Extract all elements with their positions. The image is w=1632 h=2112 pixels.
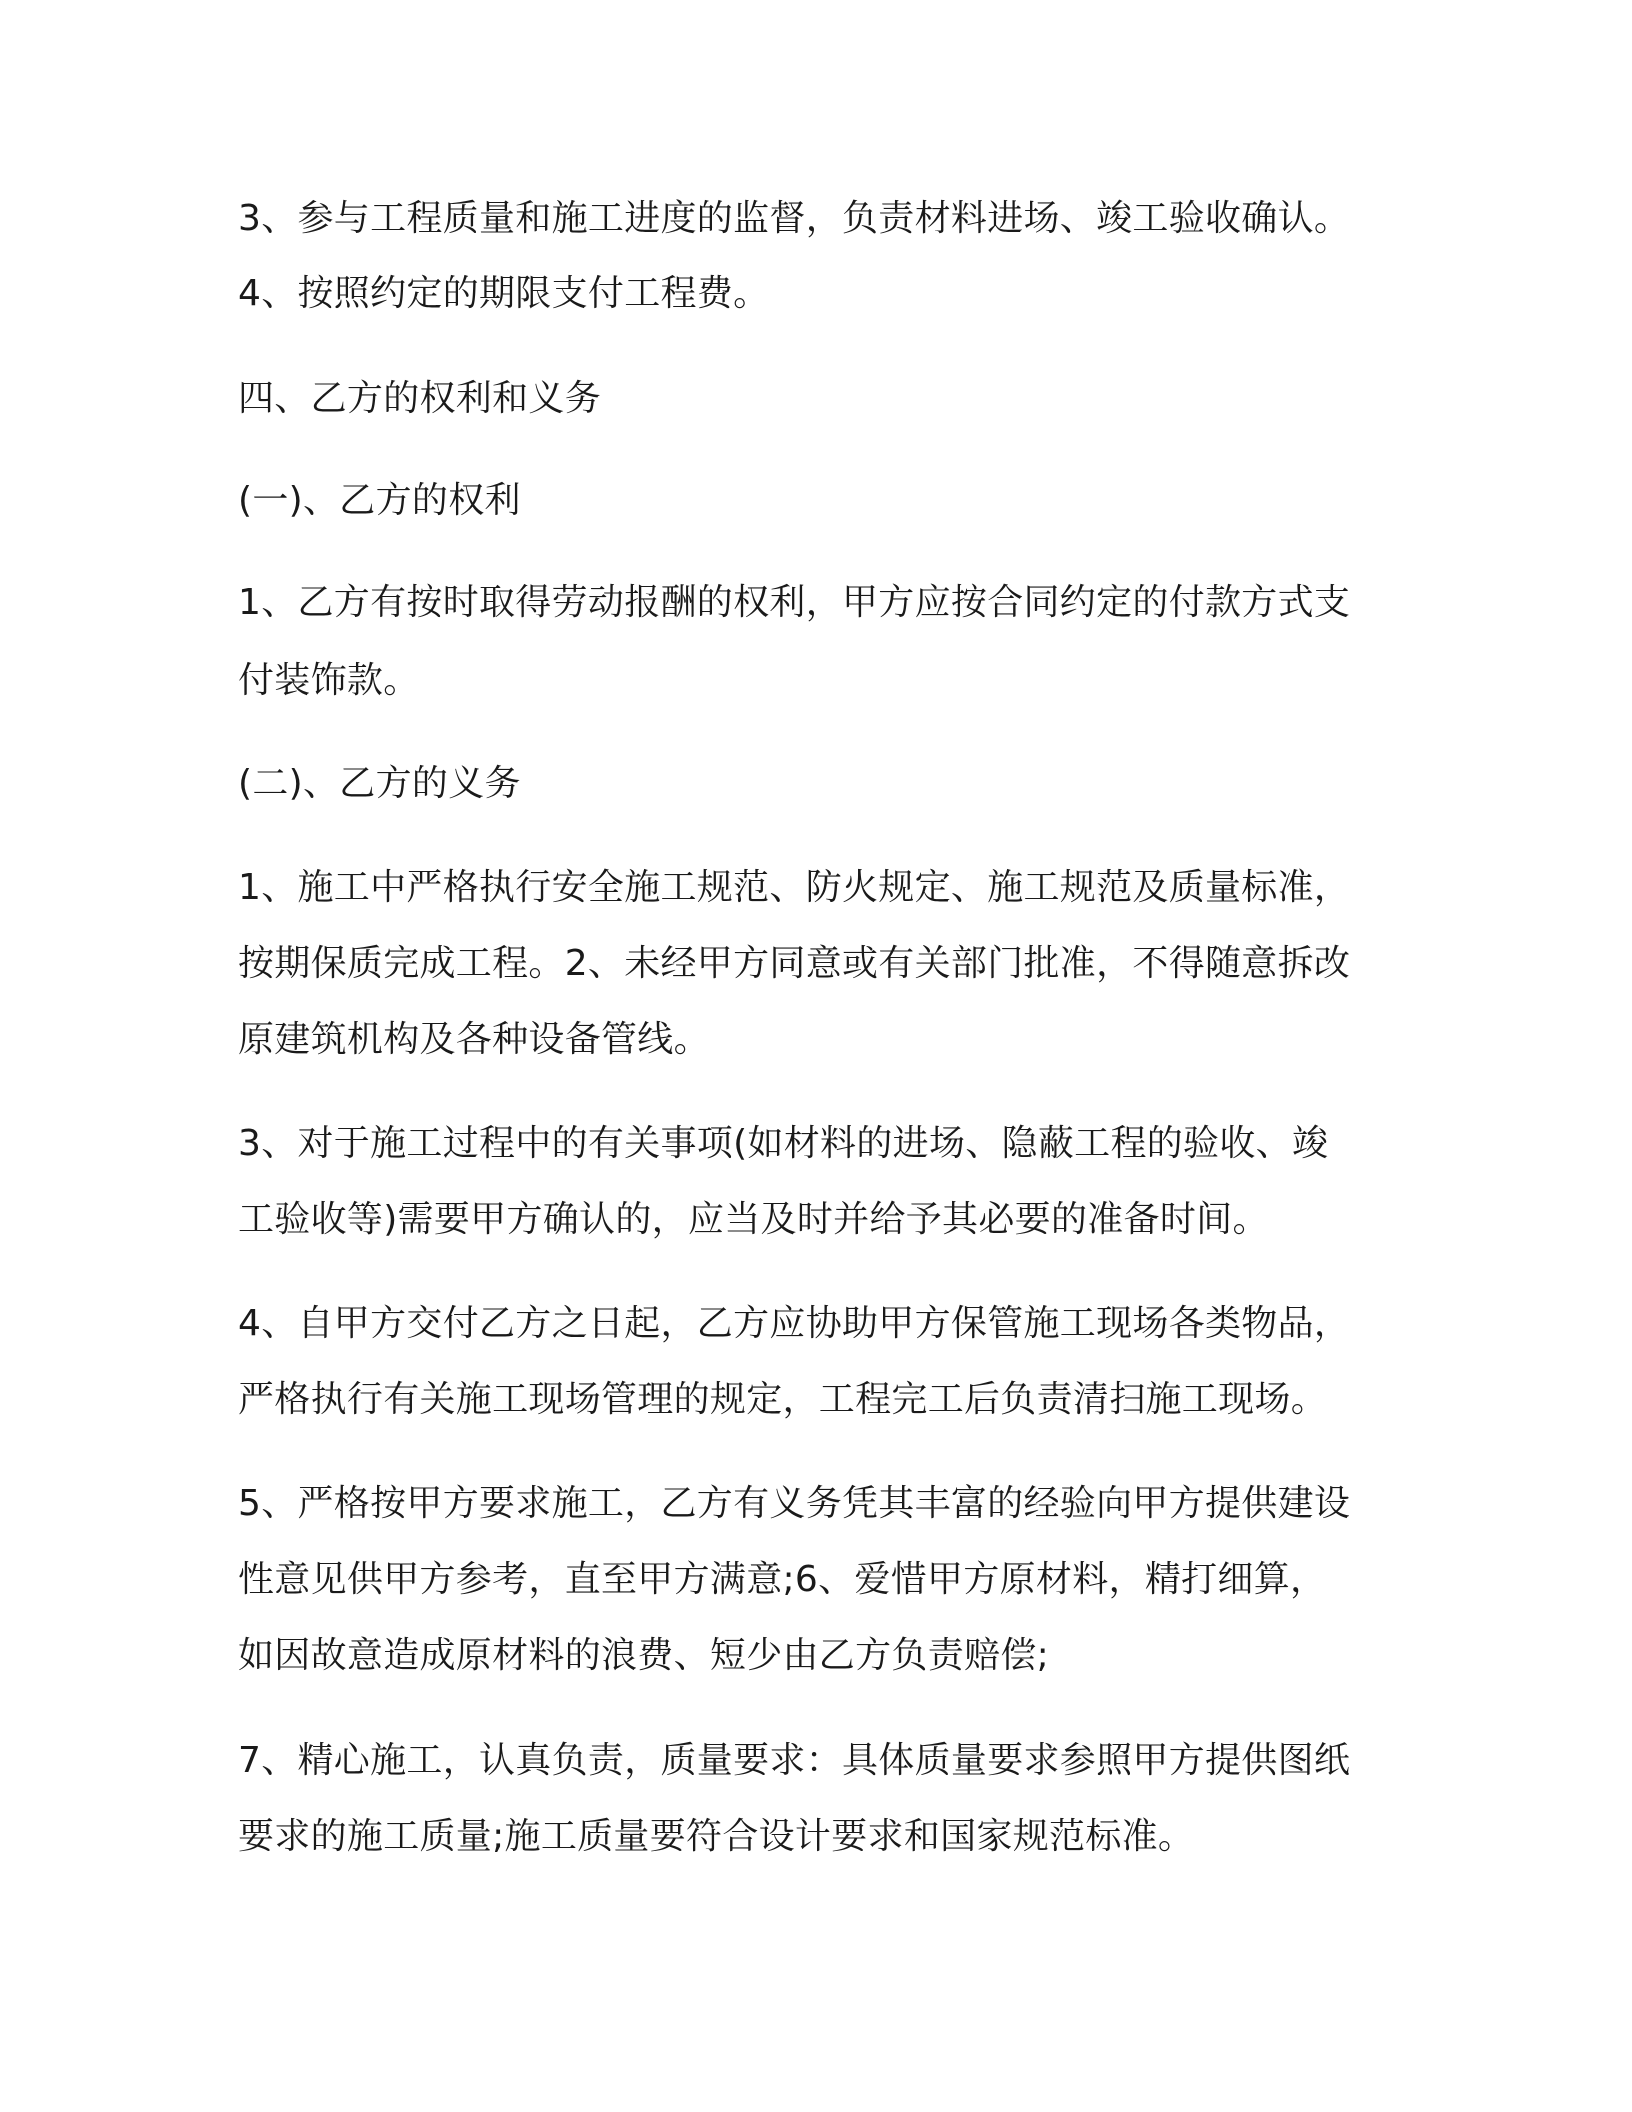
paragraph-line: 按期保质完成工程。2、未经甲方同意或有关部门批准，不得随意拆改 [238, 943, 1351, 984]
paragraph-line: 严格执行有关施工现场管理的规定，工程完工后负责清扫施工现场。 [238, 1379, 1328, 1420]
paragraph-line: 3、对于施工过程中的有关事项(如材料的进场、隐蔽工程的验收、竣 [238, 1123, 1329, 1164]
paragraph-line: 3、参与工程质量和施工进度的监督，负责材料进场、竣工验收确认。 [238, 198, 1351, 239]
paragraph-line: 5、严格按甲方要求施工，乙方有义务凭其丰富的经验向甲方提供建设 [238, 1483, 1351, 1524]
subsection-heading: (一)、乙方的权利 [238, 480, 521, 521]
subsection-heading: (二)、乙方的义务 [238, 763, 521, 804]
paragraph-line: 要求的施工质量;施工质量要符合设计要求和国家规范标准。 [238, 1816, 1195, 1857]
paragraph-line: 如因故意造成原材料的浪费、短少由乙方负责赔偿; [238, 1635, 1050, 1676]
paragraph-line: 工验收等)需要甲方确认的，应当及时并给予其必要的准备时间。 [238, 1199, 1269, 1240]
paragraph-line: 付装饰款。 [238, 660, 420, 701]
paragraph-line: 4、自甲方交付乙方之日起，乙方应协助甲方保管施工现场各类物品， [238, 1303, 1351, 1344]
paragraph-line: 7、精心施工，认真负责，质量要求：具体质量要求参照甲方提供图纸 [238, 1740, 1351, 1781]
section-heading: 四、乙方的权利和义务 [238, 378, 602, 419]
paragraph-line: 性意见供甲方参考，直至甲方满意;6、爱惜甲方原材料，精打细算， [238, 1559, 1327, 1600]
paragraph-line: 1、乙方有按时取得劳动报酬的权利，甲方应按合同约定的付款方式支 [238, 582, 1351, 623]
paragraph-line: 4、按照约定的期限支付工程费。 [238, 273, 770, 314]
paragraph-line: 原建筑机构及各种设备管线。 [238, 1019, 710, 1060]
paragraph-line: 1、施工中严格执行安全施工规范、防火规定、施工规范及质量标准， [238, 867, 1351, 908]
